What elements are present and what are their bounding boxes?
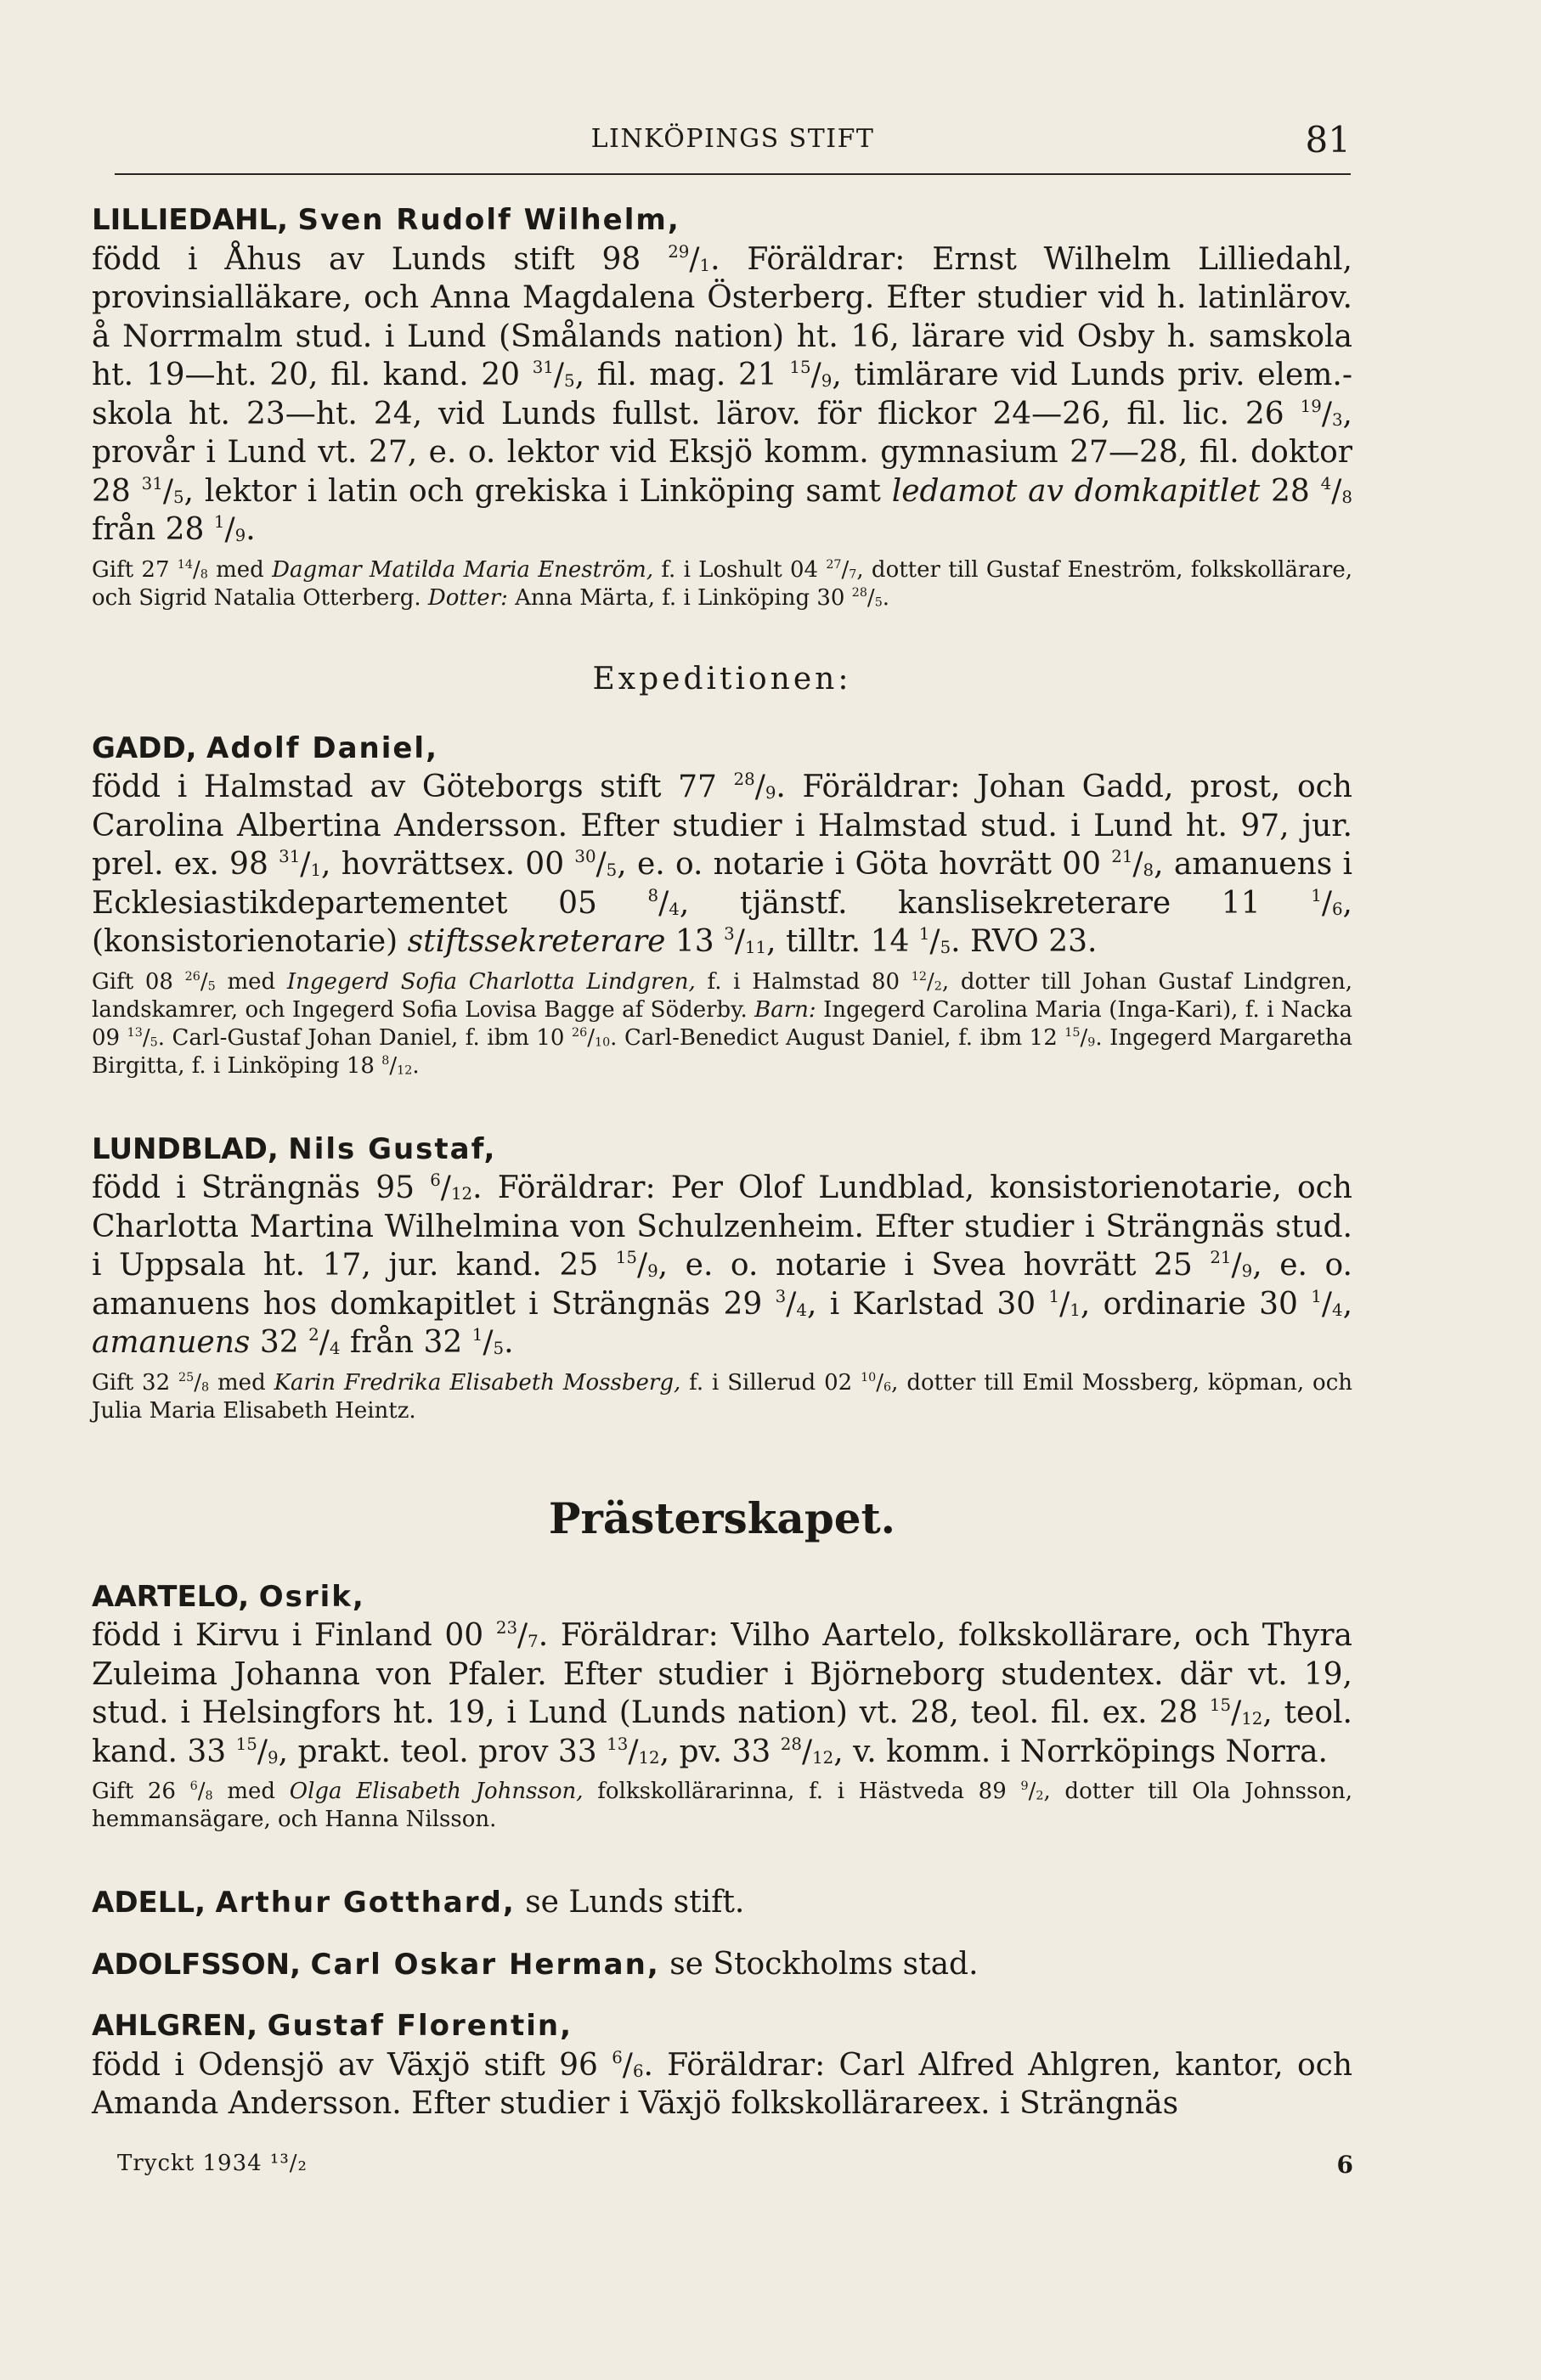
- text-segment: , (konsistorienotarie): [92, 885, 1352, 959]
- date-denominator: 9: [821, 370, 833, 391]
- date-denominator: 6: [883, 1379, 892, 1394]
- text-segment: . Föräldrar: Carl Alfred Ahlgren, kantor, och Amanda Andersson. Efter studier i Växjö folkskollärareex. i Strängnäs: [92, 2047, 1353, 2121]
- biography-entry: [92, 1945, 1352, 1985]
- italic-phrase: amanuens: [92, 1325, 251, 1360]
- text-segment: från 28: [92, 512, 214, 547]
- italic-phrase: Dagmar Matilda Maria Eneström,: [272, 556, 654, 583]
- surname: AARTELO,: [92, 1579, 250, 1614]
- italic-phrase: Karin Fredrika Elisabeth Mossberg,: [274, 1369, 681, 1396]
- text-segment: . Föräldrar: Vilho Aartelo, folkskollärare, och Thyra Zuleima Johanna von Pfaler. Efter studier i Björneborg studentex. där vt. 19, stud. i Helsingfors ht. 19, i Lund (Lunds nation) vt. 28, teol. fil. ex. 28: [92, 1618, 1352, 1730]
- date-denominator: 9: [267, 1747, 279, 1768]
- text-segment: , amanuens i Ecklesiastikdepartementet 05: [92, 847, 1352, 921]
- italic-phrase: stiftssekreterare: [407, 924, 666, 959]
- date-denominator: 5: [606, 860, 618, 880]
- text-segment: , e. o. amanuens hos domkapitlet i Strängnäs 29: [92, 1248, 1352, 1322]
- text-segment: ,: [1342, 1286, 1353, 1322]
- text-segment: , i Karlstad 30: [806, 1286, 1049, 1322]
- text-segment: , tjänstf. kanslisekreterare 11: [679, 885, 1312, 921]
- text-segment: med: [209, 1369, 274, 1396]
- date-numerator: 6: [612, 2047, 623, 2067]
- marriage-note: Gift 27 $^{14}/_8$ med Dagmar Matilda Maria Eneström, f. i Loshult 04 $^{27}/_7$, dotter till Gustaf Eneström, folkskollärare, och Sigrid Natalia Otterberg. Dotter: Anna Märta, f. i Linköping 30 $^{28}/_5$.: [92, 556, 1352, 611]
- text-segment: , e. o. notarie i Göta hovrätt 00: [617, 847, 1112, 882]
- date-denominator: 5: [940, 937, 951, 957]
- date-denominator: 4: [669, 899, 680, 919]
- date-denominator: 10: [594, 1035, 611, 1049]
- italic-phrase: Olga Elisabeth Johnsson,: [289, 1779, 584, 1804]
- text-segment: , provår i Lund vt. 27, e. o. lektor vid Eksjö komm. gymnasium 27—28, fil. doktor 28: [92, 396, 1352, 509]
- date-denominator: 12: [638, 1747, 660, 1768]
- text-segment: med: [215, 968, 287, 995]
- italic-phrase: ledamot av domkapitlet: [891, 473, 1261, 509]
- biography-entry: [92, 1577, 1352, 1835]
- marriage-note: Gift 32 $^{25}/_8$ med Karin Fredrika Elisabeth Mossberg, f. i Sillerud 02 $^{10}/_6$, dotter till Emil Mossberg, köpman, och Julia Maria Elisabeth Heintz.: [92, 1369, 1352, 1424]
- text-segment: , timlärare vid Lunds priv. elem.-skola ht. 23—ht. 24, vid Lunds fullst. lärov. för flickor 24—26, fil. lic. 26: [92, 358, 1352, 431]
- date-numerator: 29: [668, 241, 690, 262]
- text-segment: .: [246, 512, 256, 547]
- date-denominator: 5: [493, 1338, 505, 1358]
- date-denominator: 5: [874, 595, 883, 609]
- text-segment: , prakt. teol. prov 33: [278, 1734, 607, 1769]
- text-segment: Gift 08: [92, 968, 185, 995]
- biography-entry: [92, 2006, 1352, 2123]
- date-numerator: 1: [1311, 885, 1322, 905]
- text-segment: , fil. mag. 21: [574, 358, 790, 392]
- date-denominator: 5: [150, 1035, 158, 1049]
- date-numerator: 26: [572, 1025, 588, 1040]
- text-segment: , e. o. notarie i Svea hovrätt 25: [658, 1248, 1211, 1283]
- running-header: [115, 119, 1351, 175]
- text-segment: f. i Halmstad 80: [695, 968, 912, 995]
- date-denominator: 8: [1341, 487, 1352, 507]
- biography-text: AHLGREN, Gustaf Florentin, född i Odensjö av Växjö stift 96 $^6/_6$. Föräldrar: Carl Alfred Ahlgren, kantor, och Amanda Andersson. Efter studier i Växjö folkskollärareex. i Strängnäs: [92, 2009, 1353, 2121]
- biography-entry: [92, 729, 1352, 1080]
- text-segment: , pv. 33: [659, 1734, 781, 1769]
- date-numerator: 23: [495, 1618, 518, 1638]
- biography-entry: [92, 200, 1352, 612]
- date-denominator: 5: [564, 370, 575, 391]
- text-segment: , hovrättsex. 00: [321, 847, 575, 882]
- text-segment: . Föräldrar: Per Olof Lundblad, konsistorienotarie, och Charlotta Martina Wilhelmina von Schulzenheim. Efter studier i Strängnäs stud. i Uppsala ht. 17, jur. kand. 25: [92, 1170, 1352, 1283]
- date-denominator: 8: [205, 1789, 213, 1803]
- date-denominator: 12: [450, 1183, 473, 1204]
- date-numerator: 1: [918, 924, 930, 945]
- date-numerator: 12: [911, 969, 927, 984]
- date-numerator: 15: [235, 1734, 257, 1754]
- date-numerator: 6: [189, 1779, 198, 1793]
- text-segment: född i Åhus av Lunds stift 98: [92, 241, 669, 277]
- text-segment: f. i Loshult 04: [653, 556, 827, 583]
- date-denominator: 12: [1241, 1708, 1263, 1729]
- date-denominator: 4: [1331, 1300, 1343, 1320]
- date-numerator: 9: [1020, 1779, 1029, 1793]
- signature-mark: 6: [1336, 2151, 1353, 2179]
- text-segment: , dotter till Gustaf Eneström, folkskollärare, och Sigrid Natalia Otterberg.: [92, 556, 1352, 611]
- text-segment: , dotter till Johan Gustaf Lindgren, landskamrer, och Ingegerd Sofia Lovisa Bagge af Söderby.: [92, 968, 1352, 1023]
- date-denominator: 9: [647, 1260, 658, 1281]
- date-denominator: 4: [796, 1300, 807, 1320]
- date-numerator: 15: [789, 358, 811, 378]
- text-segment: född i Halmstad av Göteborgs stift 77: [92, 770, 734, 804]
- date-numerator: 26: [184, 969, 200, 984]
- date-denominator: 3: [1331, 409, 1343, 430]
- given-names: Osrik,: [258, 1579, 365, 1614]
- surname: ADOLFSSON,: [92, 1947, 302, 1982]
- date-numerator: 25: [178, 1370, 195, 1385]
- text-segment: se Lunds stift.: [515, 1885, 745, 1920]
- date-numerator: 28: [733, 770, 755, 790]
- text-segment: . Ingegerd Margaretha Birgitta, f. i Linköping 18: [92, 1024, 1353, 1079]
- date-numerator: 21: [1210, 1248, 1232, 1268]
- text-segment: , teol. kand. 33: [92, 1695, 1352, 1769]
- date-numerator: 21: [1111, 847, 1133, 867]
- italic-phrase: Ingegerd Sofia Charlotta Lindgren,: [286, 968, 696, 995]
- given-names: Arthur Gotthard,: [215, 1886, 516, 1920]
- date-denominator: 9: [234, 525, 246, 545]
- text-segment: folkskollärarinna, f. i Hästveda 89: [583, 1779, 1021, 1804]
- biography-text: [92, 1945, 1352, 1985]
- section-heading: Expeditionen:: [592, 661, 852, 697]
- text-segment: 13: [665, 924, 725, 959]
- date-numerator: 1: [1311, 1286, 1322, 1306]
- date-denominator: 8: [1143, 860, 1154, 880]
- italic-phrase: Barn:: [754, 996, 816, 1023]
- text-segment: . Föräldrar: Johan Gadd, prost, och Carolina Albertina Andersson. Efter studier i Halmstad stud. i Lund ht. 97, jur. prel. ex. 98: [92, 770, 1352, 882]
- date-numerator: 3: [775, 1286, 787, 1306]
- date-denominator: 8: [201, 1379, 210, 1394]
- biography-text: AARTELO, Osrik, född i Kirvu i Finland 00 $^{23}/_7$. Föräldrar: Vilho Aartelo, folkskollärare, och Thyra Zuleima Johanna von Pfaler. Efter studier i Björneborg studentex. där vt. 19, stud. i Helsingfors ht. 19, i Lund (Lunds nation) vt. 28, teol. fil. ex. 28 $^{15}/_{12}$, teol. kand. 33 $^{15}/_9$, prakt. teol. prov 33 $^{13}/_{12}$, pv. 33 $^{28}/_{12}$, v. komm. i Norrköpings Norra.: [92, 1579, 1352, 1769]
- text-segment: f. i Sillerud 02: [680, 1369, 861, 1396]
- given-names: Adolf Daniel,: [206, 730, 438, 765]
- biography-text: GADD, Adolf Daniel, född i Halmstad av Göteborgs stift 77 $^{28}/_9$. Föräldrar: Johan Gadd, prost, och Carolina Albertina Andersson. Efter studier i Halmstad stud. i Lund ht. 97, jur. prel. ex. 98 $^{31}/_1$, hovrättsex. 00 $^{30}/_5$, e. o. notarie i Göta hovrätt 00 $^{21}/_8$, amanuens i Ecklesiastikdepartementet 05 $^8/_4$, tjänstf. kanslisekreterare 11 $^1/_6$, (konsistorienotarie) stiftssekreterare 13 $^3/_{11}$, tilltr. 14 $^1/_5$. RVO 23.: [92, 730, 1352, 959]
- date-numerator: 30: [574, 847, 596, 867]
- page-number: 81: [1305, 119, 1351, 161]
- date-denominator: 6: [1331, 899, 1343, 919]
- header-title: LINKÖPINGS STIFT: [590, 124, 875, 154]
- date-denominator: 2: [934, 979, 942, 993]
- text-segment: , ordinarie 30: [1080, 1286, 1312, 1322]
- text-segment: , dotter till Ola Johnsson, hemmansägare, och Hanna Nilsson.: [92, 1779, 1352, 1832]
- date-denominator: 5: [172, 487, 184, 507]
- surname: ADELL,: [92, 1886, 206, 1920]
- date-numerator: 31: [532, 358, 554, 378]
- date-numerator: 13: [127, 1025, 143, 1040]
- section-title: Prästerskapet.: [548, 1492, 896, 1543]
- date-denominator: 12: [812, 1747, 834, 1768]
- date-denominator: 1: [310, 860, 322, 880]
- date-numerator: 14: [177, 557, 193, 572]
- date-denominator: 1: [699, 255, 711, 275]
- given-names: Nils Gustaf,: [288, 1131, 497, 1166]
- marriage-note: Gift 08 $^{26}/_5$ med Ingegerd Sofia Charlotta Lindgren, f. i Halmstad 80 $^{12}/_2$, dotter till Johan Gustaf Lindgren, landskamrer, och Ingegerd Sofia Lovisa Bagge af Söderby. Barn: Ingegerd Carolina Maria (Inga-Kari), f. i Nacka 09 $^{13}/_5$. Carl-Gustaf Johan Daniel, f. ibm 10 $^{26}/_{10}$. Carl-Benedict August Daniel, f. ibm 12 $^{15}/_9$. Ingegerd Margaretha Birgitta, f. i Linköping 18 $^8/_{12}$.: [92, 968, 1353, 1079]
- text-segment: .: [412, 1052, 420, 1079]
- date-denominator: 9: [1087, 1035, 1096, 1049]
- text-segment: , lektor i latin och grekiska i Linköping samt: [183, 473, 892, 509]
- text-segment: Gift 26: [92, 1779, 190, 1804]
- date-denominator: 9: [765, 782, 776, 803]
- text-segment: Ingegerd Carolina Maria (Inga-Kari), f. i Nacka 09: [92, 996, 1352, 1051]
- date-numerator: 8: [647, 885, 659, 905]
- date-denominator: 11: [744, 937, 767, 957]
- date-denominator: 6: [632, 2061, 644, 2081]
- date-numerator: 4: [1320, 473, 1332, 493]
- text-segment: . Föräldrar: Ernst Wilhelm Lilliedahl, provinsialläkare, och Anna Magdalena Österberg. Efter studier vid h. latinlärov. å Norrmalm stud. i Lund (Smålands nation) ht. 16, lärare vid Osby h. samskola ht. 19—ht. 20, fil. kand. 20: [92, 241, 1353, 392]
- biography-text: [92, 1883, 1352, 1923]
- text-segment: med: [207, 556, 273, 583]
- text-segment: , v. komm. i Norrköpings Norra.: [833, 1734, 1328, 1769]
- text-segment: , dotter till Emil Mossberg, köpman, och Julia Maria Elisabeth Heintz.: [92, 1369, 1352, 1424]
- date-denominator: 7: [849, 567, 857, 581]
- date-numerator: 2: [308, 1325, 319, 1345]
- date-denominator: 7: [528, 1631, 539, 1651]
- date-denominator: 8: [200, 567, 208, 581]
- text-segment: född i Kirvu i Finland 00: [92, 1618, 496, 1653]
- date-numerator: 3: [724, 924, 735, 945]
- biography-entry: [92, 1130, 1352, 1425]
- text-segment: 28: [1260, 473, 1321, 509]
- date-numerator: 31: [141, 473, 163, 493]
- text-segment: Anna Märta, f. i Linköping 30: [507, 584, 852, 611]
- text-segment: .: [882, 584, 890, 611]
- italic-phrase: Dotter:: [427, 584, 508, 611]
- date-numerator: 1: [471, 1325, 483, 1345]
- date-numerator: 27: [826, 557, 842, 572]
- date-denominator: 4: [329, 1338, 341, 1358]
- date-denominator: 2: [1036, 1789, 1044, 1803]
- text-segment: född i Strängnäs 95: [92, 1170, 431, 1205]
- date-denominator: 9: [1241, 1260, 1253, 1281]
- biography-text: LILLIEDAHL, Sven Rudolf Wilhelm, född i Åhus av Lunds stift 98 $^{29}/_1$. Föräldrar: Ernst Wilhelm Lilliedahl, provinsialläkare, och Anna Magdalena Österberg. Efter studier vid h. latinlärov. å Norrmalm stud. i Lund (Smålands nation) ht. 16, lärare vid Osby h. samskola ht. 19—ht. 20, fil. kand. 20 $^{31}/_5$, fil. mag. 21 $^{15}/_9$, timlärare vid Lunds priv. elem.-skola ht. 23—ht. 24, vid Lunds fullst. lärov. för flickor 24—26, fil. lic. 26 $^{19}/_3$, provår i Lund vt. 27, e. o. lektor vid Eksjö komm. gymnasium 27—28, fil. doktor 28 $^{31}/_5$, lektor i latin och grekiska i Linköping samt ledamot av domkapitlet 28 $^4/_8$ från 28 $^1/_9$.: [92, 203, 1353, 547]
- date-numerator: 1: [213, 512, 225, 533]
- text-segment: Gift 27: [92, 556, 178, 583]
- date-numerator: 13: [607, 1734, 629, 1754]
- date-denominator: 5: [207, 979, 216, 993]
- date-numerator: 15: [1064, 1025, 1081, 1040]
- surname: AHLGREN,: [92, 2009, 258, 2043]
- marriage-note: Gift 26 $^6/_8$ med Olga Elisabeth Johnsson, folkskollärarinna, f. i Hästveda 89 $^9/_2$, dotter till Ola Johnsson, hemmansägare, och Hanna Nilsson.: [92, 1779, 1352, 1832]
- biography-text: LUNDBLAD, Nils Gustaf, född i Strängnäs 95 $^6/_{12}$. Föräldrar: Per Olof Lundblad, konsistorienotarie, och Charlotta Martina Wilhelmina von Schulzenheim. Efter studier i Strängnäs stud. i Uppsala ht. 17, jur. kand. 25 $^{15}/_9$, e. o. notarie i Svea hovrätt 25 $^{21}/_9$, e. o. amanuens hos domkapitlet i Strängnäs 29 $^3/_4$, i Karlstad 30 $^1/_1$, ordinarie 30 $^1/_4$, amanuens 32 $^2/_4$ från 32 $^1/_5$.: [92, 1131, 1353, 1360]
- date-numerator: 15: [615, 1248, 637, 1268]
- text-segment: med: [212, 1779, 290, 1804]
- given-names: Gustaf Florentin,: [267, 2009, 573, 2043]
- text-segment: . RVO 23.: [951, 924, 1098, 959]
- text-segment: från 32: [340, 1325, 472, 1360]
- surname: LUNDBLAD,: [92, 1131, 279, 1166]
- date-numerator: 28: [851, 585, 867, 600]
- date-denominator: 1: [1070, 1300, 1081, 1320]
- biography-entry: [92, 1883, 1352, 1923]
- text-segment: Gift 32: [92, 1369, 179, 1396]
- text-segment: . Carl-Gustaf Johan Daniel, f. ibm 10: [157, 1024, 572, 1051]
- surname: LILLIEDAHL,: [92, 203, 289, 237]
- text-segment: född i Odensjö av Växjö stift 96: [92, 2047, 612, 2083]
- date-denominator: 12: [397, 1063, 413, 1077]
- date-numerator: 1: [1048, 1286, 1060, 1306]
- text-segment: . Carl-Benedict August Daniel, f. ibm 12: [610, 1024, 1065, 1051]
- surname: GADD,: [92, 730, 197, 765]
- date-numerator: 10: [861, 1370, 877, 1385]
- date-numerator: 31: [279, 847, 301, 867]
- text-segment: .: [504, 1325, 514, 1360]
- print-note: Tryckt 1934 ¹³/₂: [117, 2151, 308, 2176]
- given-names: Carl Oskar Herman,: [310, 1947, 660, 1982]
- date-numerator: 28: [780, 1734, 802, 1754]
- date-numerator: 19: [1300, 396, 1322, 416]
- text-segment: 32: [250, 1325, 309, 1360]
- date-numerator: 8: [381, 1053, 390, 1068]
- text-segment: se Stockholms stad.: [659, 1946, 979, 1982]
- date-numerator: 6: [430, 1170, 441, 1191]
- text-segment: , tilltr. 14: [766, 924, 919, 959]
- given-names: Sven Rudolf Wilhelm,: [297, 203, 680, 237]
- entries-column: [92, 200, 1352, 2173]
- page-footer: [117, 2151, 1353, 2185]
- date-numerator: 15: [1209, 1695, 1232, 1716]
